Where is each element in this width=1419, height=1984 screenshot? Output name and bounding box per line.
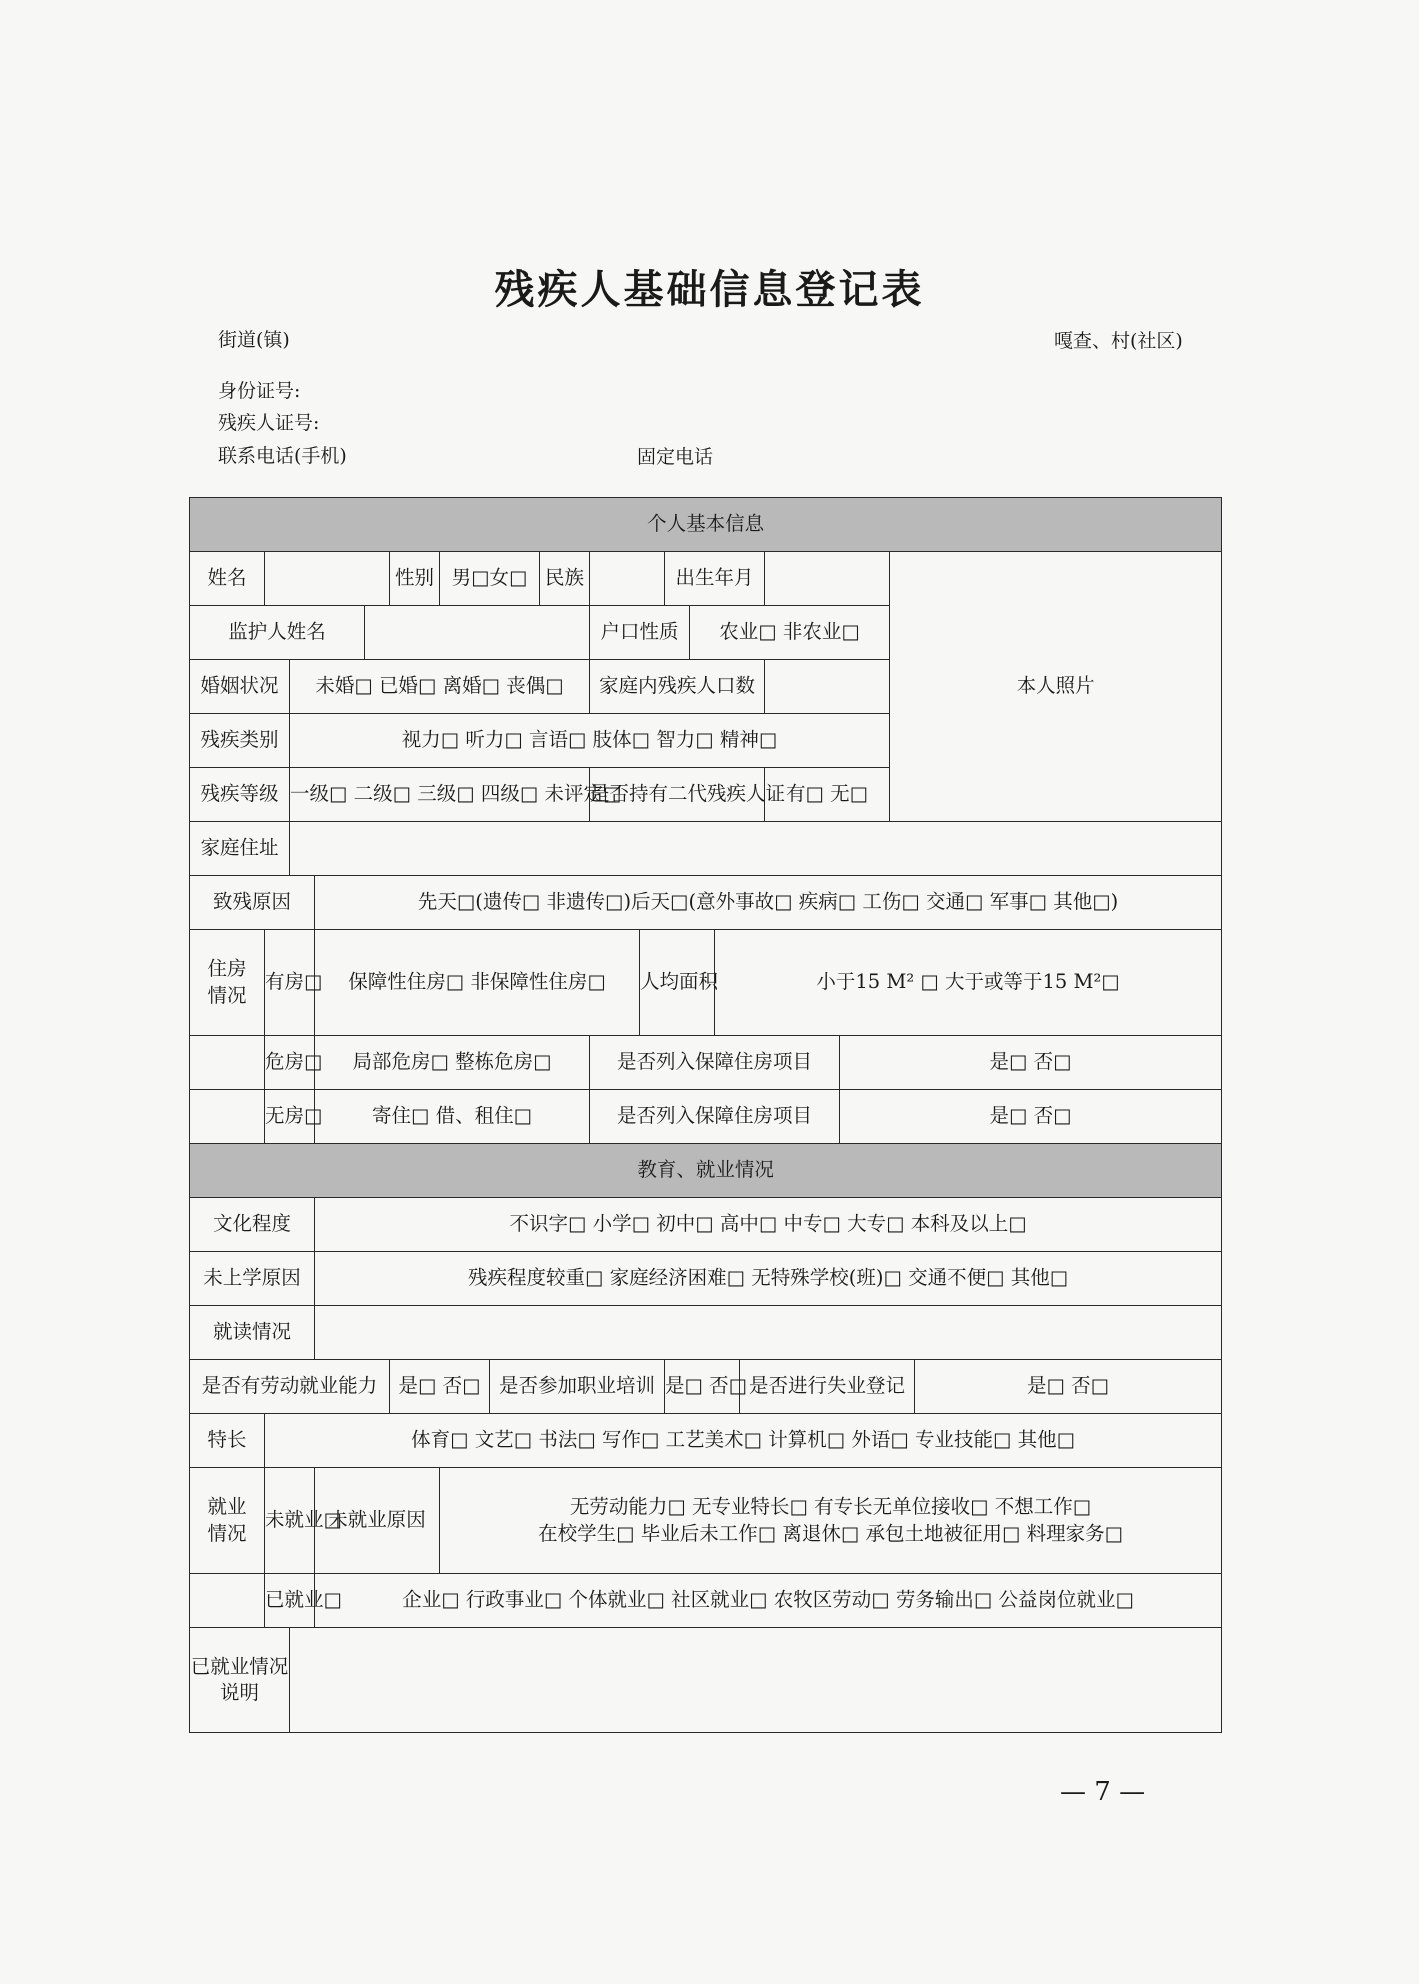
row-cause — [190, 876, 1222, 930]
registration-table — [189, 497, 1222, 1733]
street-label: 街道(镇) — [218, 329, 290, 351]
cause-options[interactable]: 先天□(遗传□ 非遗传□)后天□(意外事故□ 疾病□ 工伤□ 交通□ 军事□ 其他□) — [315, 876, 1222, 930]
section-basic-title: 个人基本信息 — [190, 498, 1222, 552]
no-house-option[interactable]: 无房□ — [265, 1090, 315, 1144]
unemp-reason-label: 未就业原因 — [315, 1468, 440, 1574]
no-school-label: 未上学原因 — [190, 1252, 315, 1306]
housing-label — [190, 930, 265, 1036]
row-no-school — [190, 1252, 1222, 1306]
studying-field[interactable] — [315, 1306, 1222, 1360]
mobile-label: 联系电话(手机) — [218, 445, 347, 467]
level-options[interactable]: 一级□ 二级□ 三级□ 四级□ 未评定□ — [290, 768, 590, 822]
employment-note-line1: 已就业情况 — [190, 1654, 289, 1678]
page-number: — 7 — — [1060, 1777, 1146, 1807]
guardian-label: 监护人姓名 — [190, 606, 365, 660]
row-unemployed — [190, 1468, 1222, 1574]
address-label: 家庭住址 — [190, 822, 290, 876]
row-housing-danger — [190, 1036, 1222, 1090]
project-options-1[interactable]: 是□ 否□ — [840, 1036, 1222, 1090]
address-field[interactable] — [290, 822, 1222, 876]
gender-label: 性别 — [390, 552, 440, 606]
unemp-reason-options[interactable] — [440, 1468, 1222, 1574]
employment-label-line2: 情况 — [207, 1521, 247, 1545]
cause-label: 致残原因 — [190, 876, 315, 930]
training-options[interactable]: 是□ 否□ — [665, 1360, 740, 1414]
row-employment-note — [190, 1628, 1222, 1733]
ethnicity-label: 民族 — [540, 552, 590, 606]
family-disabled-label: 家庭内残疾人口数 — [590, 660, 765, 714]
labor-label: 是否有劳动就业能力 — [190, 1360, 390, 1414]
hukou-label: 户口性质 — [590, 606, 690, 660]
no-house-types[interactable]: 寄住□ 借、租住□ — [315, 1090, 590, 1144]
section-edu-row — [190, 1144, 1222, 1198]
danger-house-types[interactable]: 局部危房□ 整栋危房□ — [315, 1036, 590, 1090]
family-disabled-field[interactable] — [765, 660, 890, 714]
skills-options[interactable]: 体育□ 文艺□ 书法□ 写作□ 工艺美术□ 计算机□ 外语□ 专业技能□ 其他□ — [265, 1414, 1222, 1468]
row-housing-none — [190, 1090, 1222, 1144]
ethnicity-field[interactable] — [590, 552, 665, 606]
category-options[interactable]: 视力□ 听力□ 言语□ 肢体□ 智力□ 精神□ — [290, 714, 890, 768]
name-label: 姓名 — [190, 552, 265, 606]
has-house-types[interactable]: 保障性住房□ 非保障性住房□ — [315, 930, 640, 1036]
unemp-reason-line1[interactable]: 无劳动能力□ 无专业特长□ 有专长无单位接收□ 不想工作□ — [569, 1495, 1092, 1519]
danger-house-option[interactable]: 危房□ — [265, 1036, 315, 1090]
housing-blank-2 — [190, 1090, 265, 1144]
education-options[interactable]: 不识字□ 小学□ 初中□ 高中□ 中专□ 大专□ 本科及以上□ — [315, 1198, 1222, 1252]
employed-types[interactable]: 企业□ 行政事业□ 个体就业□ 社区就业□ 农牧区劳动□ 劳务输出□ 公益岗位就业□ — [315, 1574, 1222, 1628]
employment-blank — [190, 1574, 265, 1628]
row-name — [190, 552, 1222, 606]
employment-note-line2: 说明 — [219, 1681, 259, 1704]
village-label: 嘎查、村(社区) — [1054, 330, 1183, 352]
level-label: 残疾等级 — [190, 768, 290, 822]
area-options[interactable]: 小于15 M² □ 大于或等于15 M²□ — [715, 930, 1222, 1036]
id-number-label: 身份证号: — [218, 380, 301, 402]
second-gen-label: 是否持有二代残疾人证 — [590, 768, 765, 822]
row-studying — [190, 1306, 1222, 1360]
photo-box: 本人照片 — [890, 552, 1222, 822]
marital-options[interactable]: 未婚□ 已婚□ 离婚□ 丧偶□ — [290, 660, 590, 714]
unemployed-option[interactable]: 未就业□ — [265, 1468, 315, 1574]
row-education — [190, 1198, 1222, 1252]
unemp-reg-options[interactable]: 是□ 否□ — [915, 1360, 1222, 1414]
disability-card-label: 残疾人证号: — [218, 412, 320, 434]
housing-blank-1 — [190, 1036, 265, 1090]
row-skills — [190, 1414, 1222, 1468]
form-title: 残疾人基础信息登记表 — [494, 266, 925, 313]
project-options-2[interactable]: 是□ 否□ — [840, 1090, 1222, 1144]
row-housing-has — [190, 930, 1222, 1036]
marital-label: 婚姻状况 — [190, 660, 290, 714]
has-house-option[interactable]: 有房□ — [265, 930, 315, 1036]
no-school-options[interactable]: 残疾程度较重□ 家庭经济困难□ 无特殊学校(班)□ 交通不便□ 其他□ — [315, 1252, 1222, 1306]
category-label: 残疾类别 — [190, 714, 290, 768]
section-basic-row — [190, 498, 1222, 552]
area-label: 人均面积 — [640, 930, 715, 1036]
skills-label: 特长 — [190, 1414, 265, 1468]
employment-note-field[interactable] — [290, 1628, 1222, 1733]
training-label: 是否参加职业培训 — [490, 1360, 665, 1414]
second-gen-options[interactable]: 有□ 无□ — [765, 768, 890, 822]
employment-label-line1: 就业 — [207, 1495, 247, 1519]
guardian-field[interactable] — [365, 606, 590, 660]
labor-options[interactable]: 是□ 否□ — [390, 1360, 490, 1414]
education-label: 文化程度 — [190, 1198, 315, 1252]
row-employed — [190, 1574, 1222, 1628]
birth-field[interactable] — [765, 552, 890, 606]
hukou-options[interactable]: 农业□ 非农业□ — [690, 606, 890, 660]
name-field[interactable] — [265, 552, 390, 606]
employed-option[interactable]: 已就业□ — [265, 1574, 315, 1628]
housing-label-line2: 情况 — [207, 983, 247, 1007]
gender-options[interactable]: 男□女□ — [440, 552, 540, 606]
studying-label: 就读情况 — [190, 1306, 315, 1360]
row-address — [190, 822, 1222, 876]
section-edu-title: 教育、就业情况 — [190, 1144, 1222, 1198]
landline-label: 固定电话 — [637, 446, 714, 468]
project-question-2: 是否列入保障住房项目 — [590, 1090, 840, 1144]
unemp-reason-line2[interactable]: 在校学生□ 毕业后未工作□ 离退休□ 承包土地被征用□ 料理家务□ — [538, 1521, 1124, 1545]
unemp-reg-label: 是否进行失业登记 — [740, 1360, 915, 1414]
birth-label: 出生年月 — [665, 552, 765, 606]
employment-label — [190, 1468, 265, 1574]
row-labor — [190, 1360, 1222, 1414]
employment-note-label — [190, 1628, 290, 1733]
housing-label-line1: 住房 — [207, 957, 247, 981]
project-question-1: 是否列入保障住房项目 — [590, 1036, 840, 1090]
